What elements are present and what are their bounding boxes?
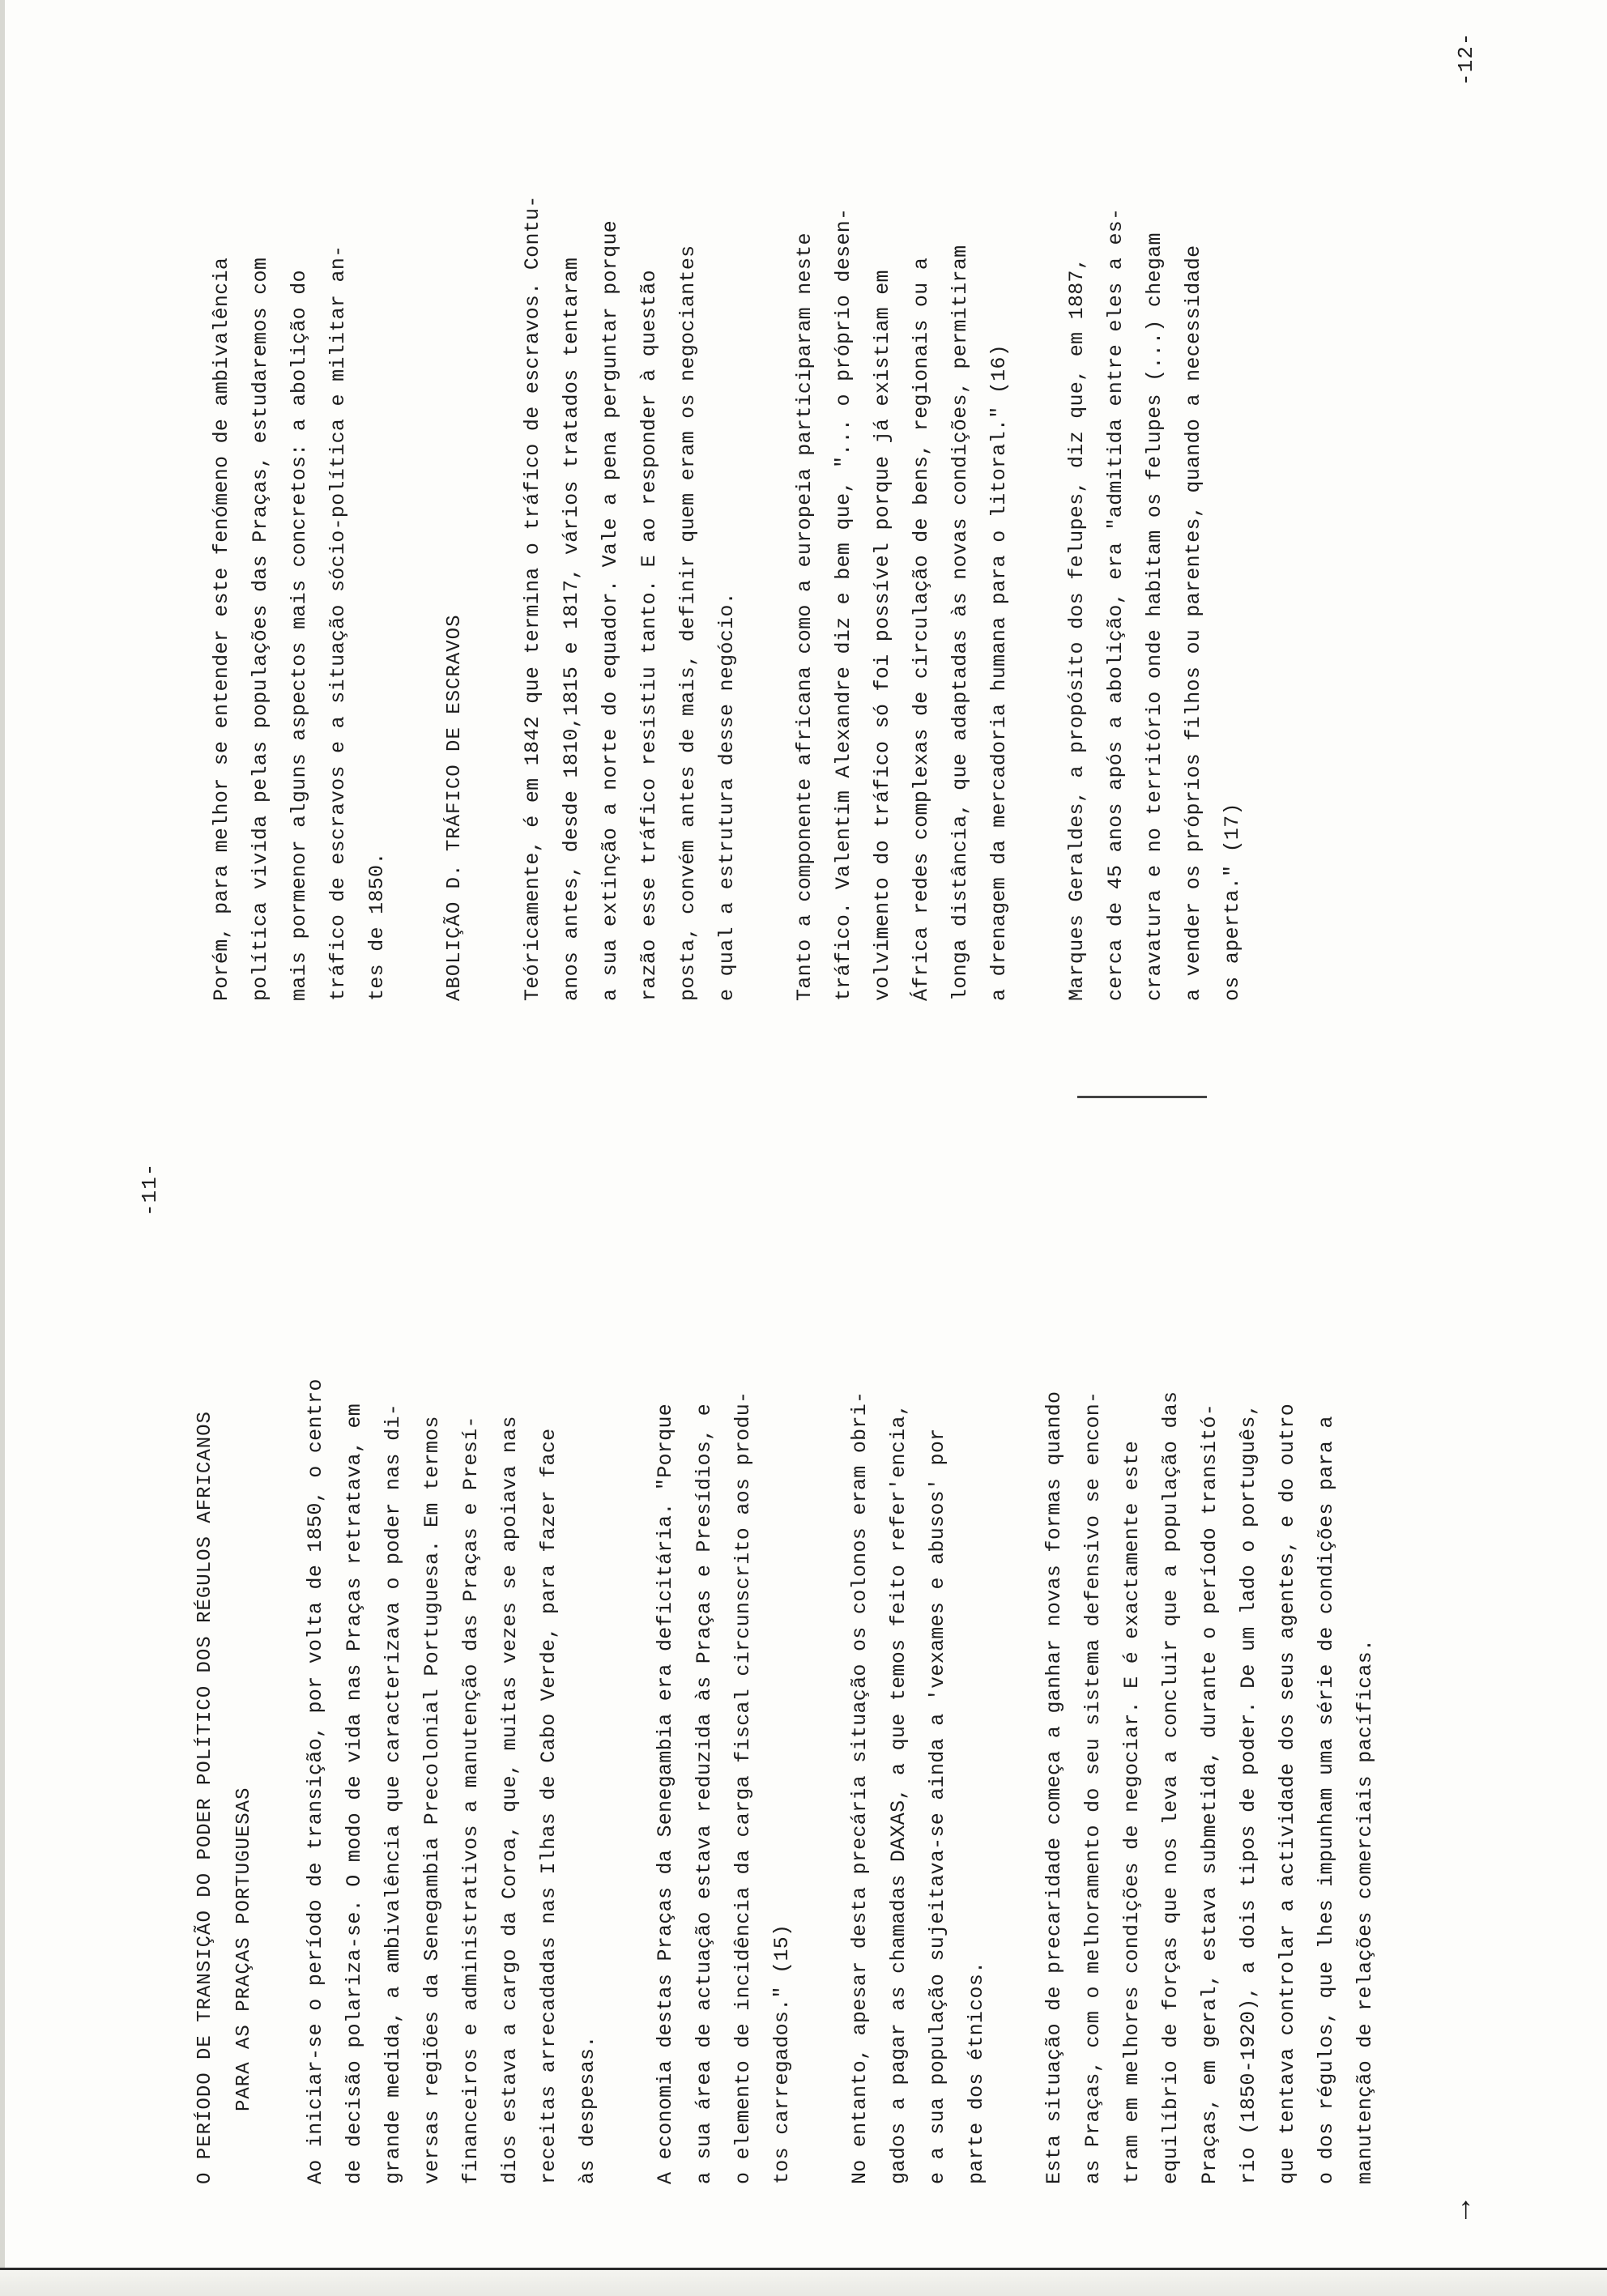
paragraph [786, 0, 1019, 1001]
text-line: financeiros e administrativos a manutenção das Praças e Presí- [459, 1416, 483, 2184]
paragraph [646, 1164, 802, 2184]
page-number: -12- [1454, 32, 1478, 86]
text-line: Esta situação de precaridade começa a ganhar novas formas quando [1042, 1391, 1066, 2184]
paragraph [1035, 1164, 1385, 2184]
scan-edge [0, 2268, 1607, 2296]
text-line: gados a pagar as chamadas DAXAS, a que temos feito refer'encia, [887, 1403, 910, 2184]
text-line: Tanto a componente africana como a europeia participaram neste [793, 232, 816, 1001]
text-line: a sua área de actuação estava reduzida às Praças e Presídios, e [693, 1403, 716, 2184]
text-line: anos antes, desde 1810,1815 e 1817, vários tratados tentaram [560, 257, 583, 1001]
text-line: A economia destas Praças da Senegambia era deficitária. "Porque [654, 1403, 677, 2184]
chapter-title [186, 1164, 264, 2184]
text-line: Porém, para melhor se entender este fenómeno de ambivalência [210, 257, 233, 1001]
chapter-title-line-1: O PERÍODO DE TRANSIÇÃO DO PODER POLÍTICO DOS RÉGULOS AFRICANOS [194, 1411, 216, 2184]
text-line: tráfico. Valentim Alexandre diz e bem que, "... o próprio desen- [832, 207, 855, 1001]
text-line: a drenagem da mercadoria humana para o litoral." (16) [987, 343, 1011, 1001]
page-11 [0, 1147, 1607, 2294]
text-line: o elemento de incidência da carga fiscal circunscrito aos produ- [731, 1391, 755, 2184]
paragraph [841, 1164, 996, 2184]
text-line: às despesas. [576, 2035, 599, 2184]
text-line: parte dos étnicos. [965, 1961, 988, 2184]
text-line: tos carregados." (15) [770, 1923, 794, 2184]
section-heading: ABOLIÇÃO D. TRÁFICO DE ESCRAVOS [444, 614, 466, 1001]
text-line: política vivida pelas populações das Praças, estudaremos com [249, 257, 272, 1001]
text-line: cravatura e no território onde habitam os felupes (...) chegam [1143, 232, 1166, 1001]
paragraph [296, 1164, 607, 2184]
page-number: -11- [138, 1162, 162, 1216]
text-line: os aperta." (17) [1221, 803, 1244, 1001]
text-line: Teóricamente, é em 1842 que termina o tráfico de escravos. Contu- [521, 195, 544, 1001]
text-line: tram em melhores condições de negociar. E é exactamente este [1120, 1440, 1144, 2184]
text-line: rio (1850-1920), a dois tipos de poder. De um lado o português, [1237, 1403, 1260, 2184]
text-line: de decisão polariza-se. O modo de vida nas Praças retratava, em [343, 1403, 366, 2184]
text-line: que tentava controlar a actividade dos seus agentes, e do outro [1276, 1403, 1299, 2184]
page-12 [0, 0, 1607, 1147]
text-line: o dos régulos, que lhes impunham uma série de condições para a [1315, 1416, 1338, 2184]
paragraph [1058, 0, 1252, 1001]
text-line: mais pormenor alguns aspectos mais concretos: a abolição do [288, 270, 311, 1001]
text-line: razão esse tráfico resistiu tanto. E ao responder à questão [637, 270, 661, 1001]
text-line: longa distância, que adaptadas às novas condições, permitiram [948, 245, 972, 1001]
paragraph [514, 0, 747, 1001]
text-line: dios estava a cargo da Coroa, que, muitas vezes se apoiava nas [498, 1416, 522, 2184]
text-line: Ao iniciar-se o período de transição, por volta de 1850, o centro [304, 1378, 327, 2184]
page-12-text [202, 0, 1291, 1001]
text-line: África redes complexas de circulação de bens, regionais ou a [910, 257, 933, 1001]
text-line: as Praças, com o melhoramento do seu sistema defensivo se encon- [1081, 1391, 1105, 2184]
handwritten-arrow-icon: → [1446, 2200, 1481, 2219]
paragraph [202, 0, 397, 1001]
text-line: Praças, em geral, estava submetida, durante o período transitó- [1198, 1403, 1221, 2184]
text-line: cerca de 45 anos após a abolição, era "admitida entre eles a es- [1104, 207, 1127, 1001]
text-line: Marques Geraldes, a propósito dos felupes, diz que, em 1887, [1065, 257, 1089, 1001]
text-line: receitas arrecadadas nas Ilhas de Cabo Verde, para fazer face [537, 1428, 561, 2184]
text-line: a sua extinção a norte do equador. Vale a pena perguntar porque [599, 219, 622, 1001]
text-line: manutenção de relações comerciais pacíficas. [1353, 1638, 1377, 2184]
text-line: tráfico de escravos e a situação sócio-política e militar an- [326, 245, 350, 1001]
text-line: a vender os próprios filhos ou parentes, quando a necessidade [1182, 245, 1205, 1001]
text-line: volvimento do tráfico só foi possível porque já existiam em [871, 270, 894, 1001]
text-line: No entanto, apesar desta precária situação os colonos eram obri- [848, 1391, 872, 2184]
page-11-text [186, 1164, 1424, 2184]
chapter-title-line-2: PARA AS PRAÇAS PORTUGUESAS [233, 1787, 255, 2111]
text-line: posta, convém antes de mais, definir quem eram os negociantes [676, 245, 700, 1001]
text-line: e qual a estrutura desse negócio. [715, 592, 739, 1001]
text-line: tes de 1850. [365, 852, 389, 1001]
separator-line [1077, 1096, 1207, 1098]
text-line: grande medida, a ambivalência que caracterizava o poder nas di- [382, 1403, 405, 2184]
text-line: equilíbrio de forças que nos leva a concluir que a população das [1159, 1391, 1183, 2184]
text-line: versas regiões da Senegambia Precolonial Portuguesa. Em termos [420, 1416, 444, 2184]
text-line: e a sua população sujeitava-se ainda a 'vexames e abusos' por [926, 1428, 949, 2184]
